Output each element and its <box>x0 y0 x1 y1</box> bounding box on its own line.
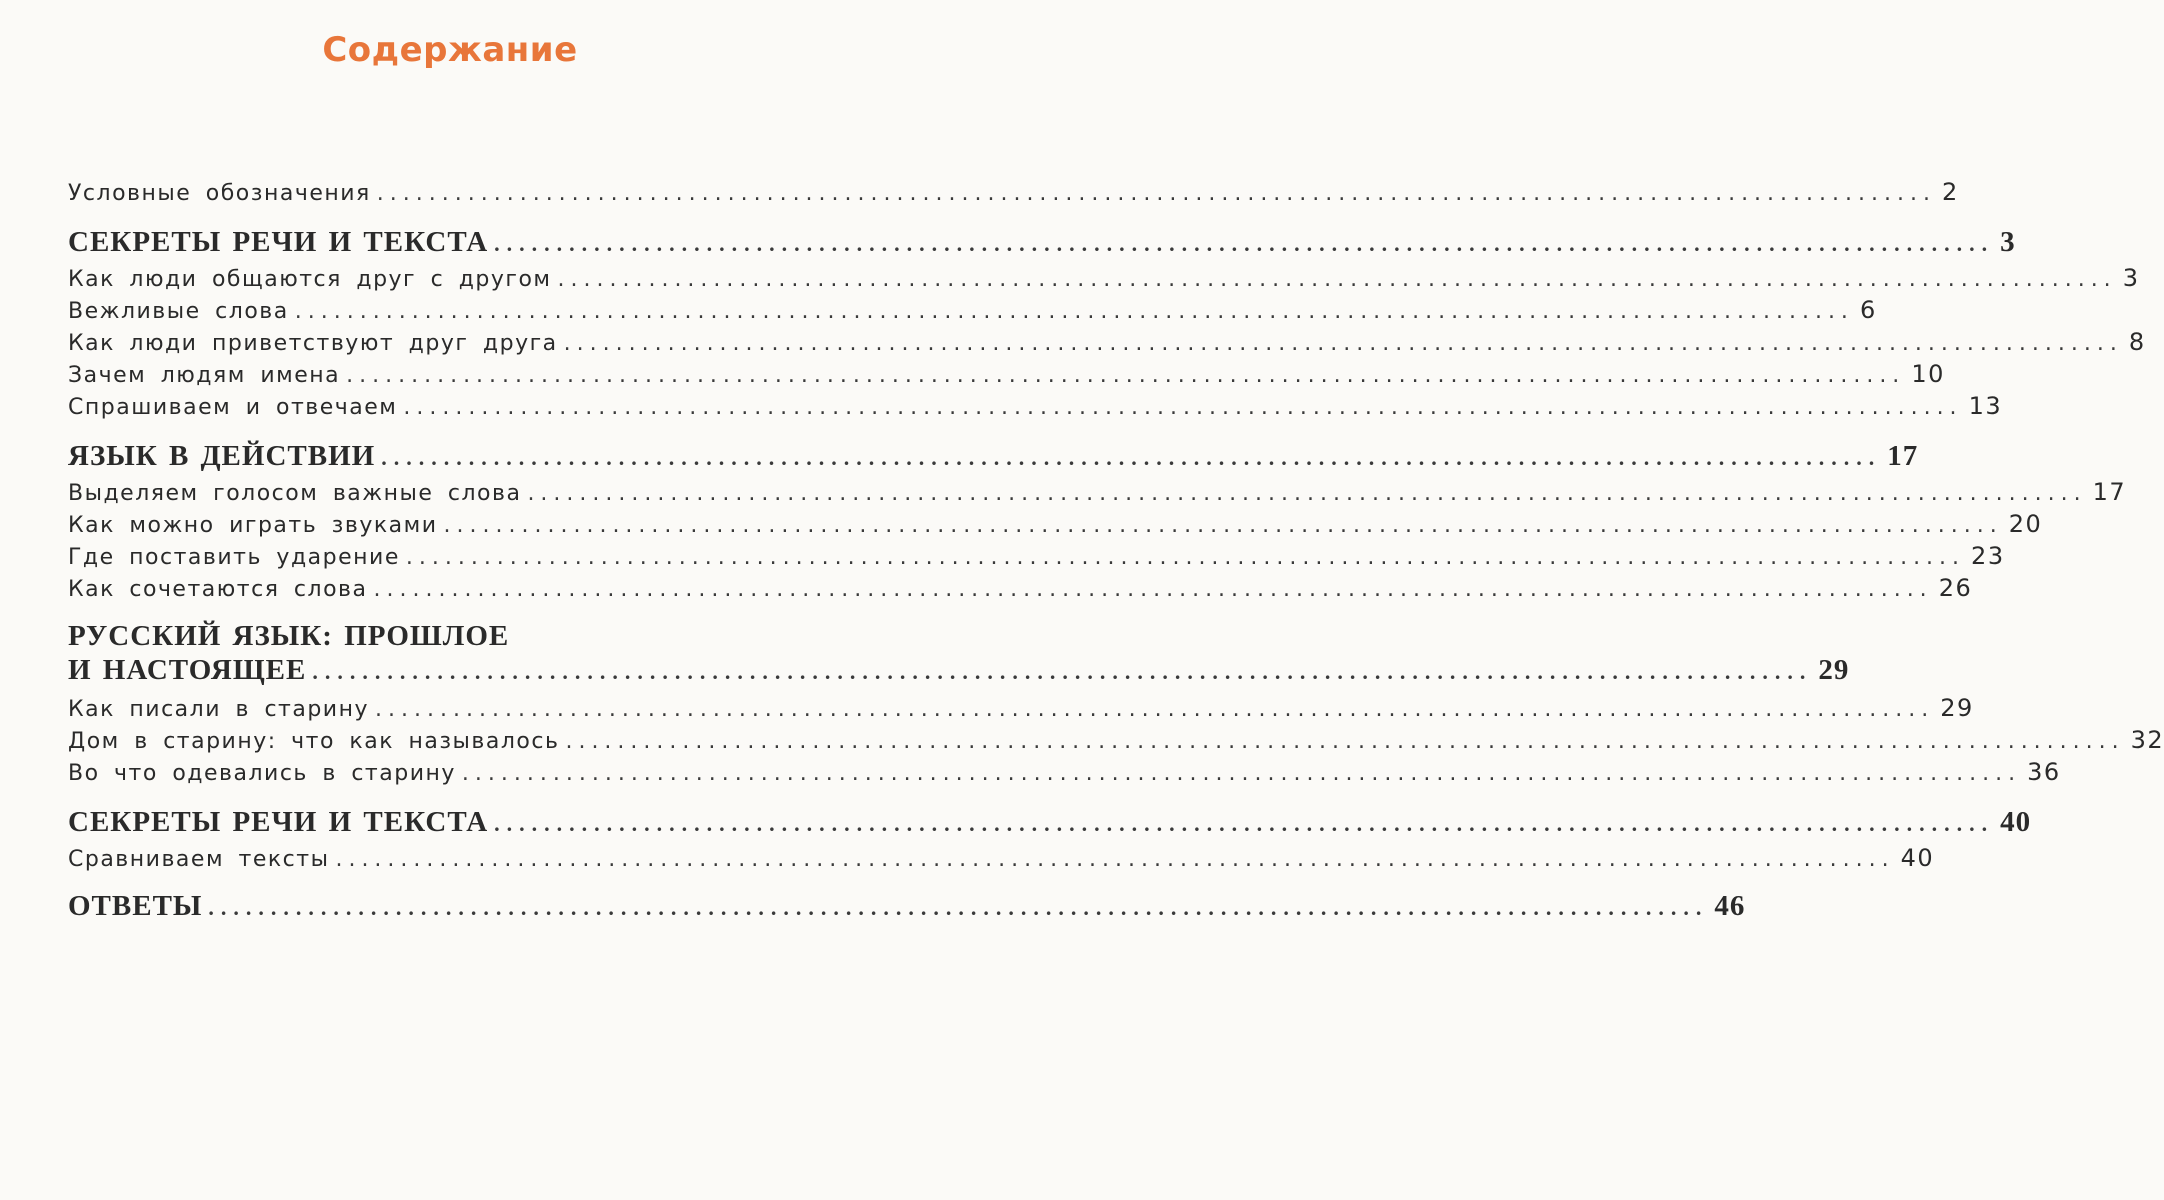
dot-leader: ........................................................................................................................ <box>494 811 1995 836</box>
toc-section-heading <box>68 654 1850 687</box>
toc-page-number: 6 <box>1859 296 1877 324</box>
dot-leader: ........................................................................................................................ <box>494 231 1995 256</box>
dot-leader: ........................................................................................................................ <box>335 847 1895 872</box>
dot-leader: ........................................................................................................................ <box>294 299 1854 324</box>
dot-leader: ........................................................................................................................ <box>443 513 2003 538</box>
toc-entry-label: Как можно играть звуками <box>68 513 438 538</box>
page-title: Содержание <box>322 30 578 70</box>
toc-page-number: 32 <box>2130 726 2164 754</box>
toc-entry-label: Дом в старину: что как называлось <box>68 729 560 754</box>
dot-leader: ........................................................................................................................ <box>461 761 2022 786</box>
toc-page-number: 17 <box>2092 478 2127 506</box>
dot-leader: ........................................................................................................................ <box>375 697 1935 722</box>
dot-leader: ........................................................................................................................ <box>557 267 2117 292</box>
toc-page-number: 29 <box>1818 654 1850 686</box>
toc-entry-label: Как люди приветствуют друг друга <box>68 331 558 356</box>
toc-entry-label: Спрашиваем и отвечаем <box>68 395 398 420</box>
toc-page-number: 46 <box>1714 890 1746 922</box>
dot-leader: ........................................................................................................................ <box>527 481 2087 506</box>
toc-page-number: 17 <box>1887 440 1919 472</box>
toc-page-number: 26 <box>1938 574 1973 602</box>
toc-entry <box>68 478 2127 506</box>
toc-page-number: 23 <box>1971 542 2005 570</box>
dot-leader: ........................................................................................................................ <box>346 363 1906 388</box>
toc-section-heading <box>68 440 1919 473</box>
toc-entry <box>68 264 2140 292</box>
section-heading-label: СЕКРЕТЫ РЕЧИ И ТЕКСТА <box>68 806 489 838</box>
dot-leader: ........................................................................................................................ <box>565 729 2125 754</box>
toc-page-number: 3 <box>2122 264 2140 292</box>
toc-entry-label: Где поставить ударение <box>68 545 400 570</box>
toc-entry-label: Вежливые слова <box>68 299 289 324</box>
toc-entry-label: Сравниваем тексты <box>68 847 330 872</box>
toc-page-number: 13 <box>1968 392 2003 420</box>
dot-leader: ........................................................................................................................ <box>208 895 1709 920</box>
toc-section-heading-answers <box>68 890 1746 923</box>
toc-page-number: 8 <box>2128 328 2146 356</box>
dot-leader: ........................................................................................................................ <box>405 545 1966 570</box>
toc-page-number: 10 <box>1911 360 1945 388</box>
toc-entry-label: Как писали в старину <box>68 697 370 722</box>
toc-entry <box>68 694 1974 722</box>
toc-entry-label: Условные обозначения <box>68 181 371 206</box>
toc-entry <box>68 574 1973 602</box>
toc-entry <box>68 758 2061 786</box>
dot-leader: ........................................................................................................................ <box>312 659 1813 684</box>
toc-page-number: 40 <box>2000 806 2032 838</box>
toc-entry <box>68 510 2043 538</box>
section-heading-label: ОТВЕТЫ <box>68 890 203 922</box>
dot-leader: ........................................................................................................................ <box>381 445 1882 470</box>
toc-entry <box>68 360 1945 388</box>
dot-leader: ........................................................................................................................ <box>376 181 1936 206</box>
section-heading-label-line1: РУССКИЙ ЯЗЫК: ПРОШЛОЕ <box>68 620 510 652</box>
section-heading-label: ЯЗЫК В ДЕЙСТВИИ <box>68 440 376 472</box>
toc-entry <box>68 392 2003 420</box>
toc-entry <box>68 328 2146 356</box>
toc-page-number: 20 <box>2008 510 2043 538</box>
toc-entry-label: Как сочетаются слова <box>68 577 368 602</box>
toc-entry-label: Выделяем голосом важные слова <box>68 481 522 506</box>
toc-entry-legend <box>68 178 1959 206</box>
table-of-contents <box>68 0 2164 1200</box>
dot-leader: ........................................................................................................................ <box>563 331 2123 356</box>
section-heading-label: СЕКРЕТЫ РЕЧИ И ТЕКСТА <box>68 226 489 258</box>
dot-leader: ........................................................................................................................ <box>403 395 1963 420</box>
toc-entry-label: Во что одевались в старину <box>68 761 456 786</box>
toc-page-number: 36 <box>2027 758 2061 786</box>
toc-entry-label: Зачем людям имена <box>68 363 341 388</box>
toc-entry-label: Как люди общаются друг с другом <box>68 267 552 292</box>
toc-section-heading <box>68 226 2016 259</box>
toc-section-heading <box>68 806 2032 839</box>
toc-page-number: 3 <box>2000 226 2016 258</box>
toc-entry <box>68 844 1935 872</box>
toc-page-number: 40 <box>1900 844 1935 872</box>
section-heading-label-line2: И НАСТОЯЩЕЕ <box>68 654 307 686</box>
toc-page-number: 2 <box>1941 178 1959 206</box>
toc-entry <box>68 726 2164 754</box>
toc-page-number: 29 <box>1940 694 1974 722</box>
toc-entry <box>68 296 1877 324</box>
toc-entry <box>68 542 2005 570</box>
dot-leader: ........................................................................................................................ <box>373 577 1933 602</box>
